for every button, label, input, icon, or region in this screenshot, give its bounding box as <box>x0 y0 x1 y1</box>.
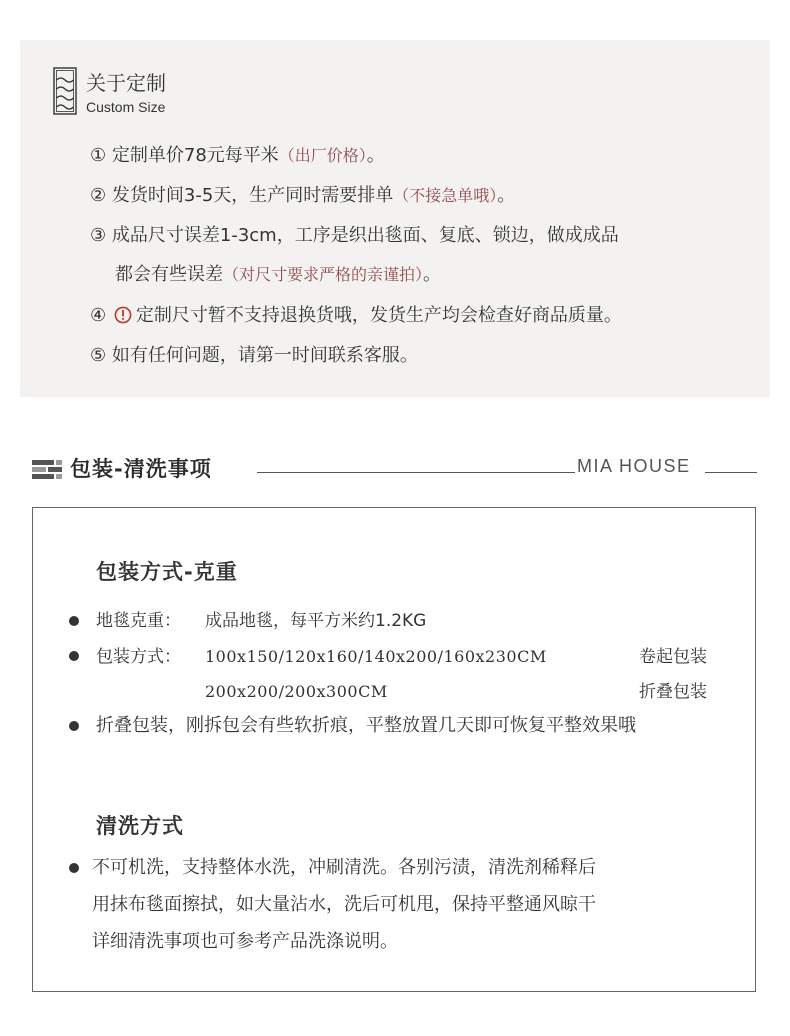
item-note: （不接急单哦） <box>393 186 498 205</box>
item-text: 都会有些误差 <box>115 264 223 285</box>
section-grid-icon <box>32 460 62 479</box>
pack-sizes-rolled: 100x150/120x160/140x200/160x230CM <box>205 647 547 666</box>
bullet <box>69 616 79 626</box>
clean-line-2: 用抹布毯面擦拭，如大量沾水，洗后可机甩，保持平整通风晾干 <box>92 894 596 915</box>
item-note: （出厂价格） <box>278 146 367 165</box>
fold-note: 折叠包装，刚拆包会有些软折痕，平整放置几天即可恢复平整效果哦 <box>96 715 636 736</box>
item-number: ① <box>90 145 107 166</box>
custom-size-title: 关于定制 <box>86 71 166 95</box>
pack-folded: 折叠包装 <box>639 682 707 702</box>
clean-line-1: 不可机洗，支持整体水洗，冲刷清洗。各别污渍，清洗剂稀释后 <box>92 857 596 878</box>
item-text: 如有任何问题，请第一时间联系客服。 <box>111 345 418 366</box>
brand-name: MIA HOUSE <box>577 456 691 476</box>
bullet <box>69 863 79 873</box>
weight-label: 地毯克重： <box>96 611 181 631</box>
pack-rolled: 卷起包装 <box>639 647 707 667</box>
custom-item-3-continued <box>115 263 441 287</box>
weight-value: 成品地毯，每平方米约1.2KG <box>205 611 427 631</box>
item-text: 定制尺寸暂不支持退换货哦，发货生产均会检查好商品质量。 <box>135 305 622 326</box>
item-text: 成品尺寸误差1-3cm，工序是织出毯面、复底、锁边，做成成品 <box>111 225 619 246</box>
section-divider-end <box>705 472 757 473</box>
custom-size-subtitle: Custom Size <box>86 99 166 115</box>
item-end: 。 <box>423 264 442 285</box>
item-number: ⑤ <box>90 345 107 366</box>
item-text: 发货时间3-5天，生产同时需要排单 <box>111 185 394 206</box>
item-number: ② <box>90 185 107 206</box>
item-end: 。 <box>366 145 385 166</box>
warning-icon <box>114 306 132 324</box>
rug-icon <box>53 67 77 115</box>
pack-sizes-folded: 200x200/200x300CM <box>205 682 388 701</box>
cleaning-title: 清洗方式 <box>96 814 184 838</box>
section-divider <box>257 472 575 473</box>
section-title: 包装-清洗事项 <box>70 457 212 481</box>
item-text: 定制单价78元每平米 <box>111 145 279 166</box>
item-number: ④ <box>90 305 107 326</box>
custom-item-3 <box>90 224 619 248</box>
bullet <box>69 721 79 731</box>
clean-line-3: 详细清洗事项也可参考产品洗涤说明。 <box>92 931 398 952</box>
custom-item-4 <box>90 304 622 328</box>
item-note: （对尺寸要求严格的亲谨拍） <box>223 265 424 284</box>
custom-item-1 <box>90 144 385 168</box>
item-end: 。 <box>497 185 516 206</box>
bullet <box>69 651 79 661</box>
custom-item-5 <box>90 344 418 368</box>
item-number: ③ <box>90 225 107 246</box>
packaging-title: 包装方式-克重 <box>96 560 238 584</box>
pack-label: 包装方式： <box>96 647 181 667</box>
custom-item-2 <box>90 184 515 208</box>
